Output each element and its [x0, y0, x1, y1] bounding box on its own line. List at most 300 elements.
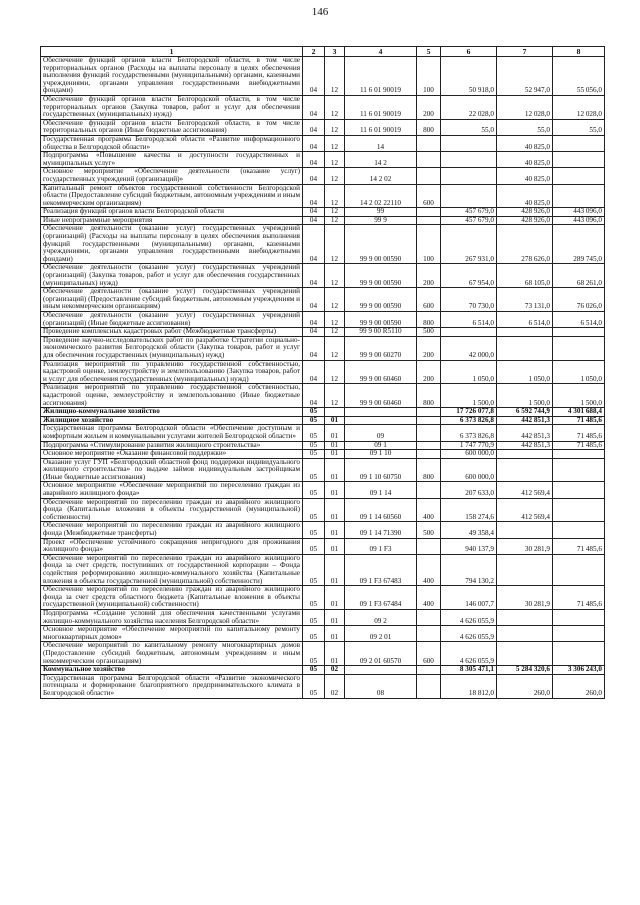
amount-year2-cell: 260,0: [497, 674, 553, 698]
amount-year3-cell: [553, 642, 605, 666]
amount-year1-cell: 42 000,0: [441, 336, 497, 360]
table-row: [41, 336, 605, 360]
target-article-cell: 14 2: [345, 152, 417, 168]
table-row: [41, 384, 605, 408]
subsection-code-cell: 01: [325, 554, 345, 585]
table-row: [41, 184, 605, 208]
subsection-code-cell: 12: [325, 336, 345, 360]
amount-year1-cell: 49 358,4: [441, 522, 497, 538]
expense-type-cell: [417, 416, 441, 425]
expense-type-cell: 600: [417, 184, 441, 208]
section-code-cell: 04: [303, 360, 325, 384]
row-name-cell: Обеспечение деятельности (оказание услуг) государственных учреждений (организаций) (Закупка товаров, работ и услуг для обеспечения государственных (муниципальных) нужд): [41, 264, 303, 288]
subsection-code-cell: 12: [325, 119, 345, 135]
amount-year2-cell: 40 825,0: [497, 152, 553, 168]
expense-type-cell: [417, 450, 441, 459]
subsection-code-cell: 01: [325, 626, 345, 642]
target-article-cell: 09 1 14 71390: [345, 522, 417, 538]
section-code-cell: 04: [303, 216, 325, 225]
row-name-cell: Обеспечение мероприятий по переселению граждан из аварийного жилищного фонда за счет средств, поступивших от государственной корпорации – Фонда содействия реформированию жилищно-коммунального хозяйства (Капитальные вложения в объекты государственной (муниципальной) собственности): [41, 554, 303, 585]
amount-year1-cell: 6 514,0: [441, 312, 497, 328]
table-row: [41, 554, 605, 585]
section-code-cell: 04: [303, 152, 325, 168]
amount-year3-cell: 6 514,0: [553, 312, 605, 328]
row-name-cell: Реализация мероприятий по управлению государственной собственностью, кадастровой оценке, землеустройству и землепользованию (Закупка товаров, работ и услуг для обеспечения государственных (муниципальных) нужд): [41, 360, 303, 384]
section-code-cell: 05: [303, 458, 325, 482]
subsection-code-cell: 02: [325, 666, 345, 675]
target-article-cell: 09 2: [345, 609, 417, 625]
amount-year3-cell: 71 485,6: [553, 425, 605, 441]
table-row: [41, 626, 605, 642]
table-row: [41, 168, 605, 184]
table-row: [41, 425, 605, 441]
amount-year1-cell: 70 730,0: [441, 288, 497, 312]
subsection-code-cell: 12: [325, 264, 345, 288]
amount-year3-cell: 71 485,6: [553, 538, 605, 554]
amount-year1-cell: [441, 168, 497, 184]
row-name-cell: Основное мероприятие «Обеспечение мероприятий по переселению граждан из аварийного жилищного фонда»: [41, 482, 303, 498]
amount-year1-cell: 6 373 826,8: [441, 416, 497, 425]
amount-year2-cell: [497, 642, 553, 666]
expense-type-cell: [417, 135, 441, 151]
row-name-cell: Обеспечение функций органов власти Белгородской области, в том числе территориальных органов (Расходы на выплаты персоналу в целях обеспечения выполнения функций государственными (муниципальными) органами, казенными учреждениями, органами управления государственными внебюджетными фондами): [41, 57, 303, 96]
amount-year1-cell: [441, 184, 497, 208]
amount-year3-cell: 443 096,0: [553, 216, 605, 225]
amount-year2-cell: 278 626,0: [497, 225, 553, 264]
target-article-cell: 99 9 00 00590: [345, 264, 417, 288]
subsection-code-cell: 01: [325, 609, 345, 625]
amount-year2-cell: [497, 328, 553, 337]
amount-year1-cell: 18 812,0: [441, 674, 497, 698]
target-article-cell: 99 9 00 00590: [345, 288, 417, 312]
section-code-cell: 05: [303, 609, 325, 625]
amount-year1-cell: 4 626 055,9: [441, 609, 497, 625]
amount-year1-cell: 1 500,0: [441, 384, 497, 408]
subsection-code-cell: 02: [325, 674, 345, 698]
expense-type-cell: 400: [417, 498, 441, 522]
subsection-code-cell: [325, 408, 345, 417]
subsection-code-cell: 01: [325, 458, 345, 482]
section-code-cell: 05: [303, 666, 325, 675]
amount-year1-cell: 457 679,0: [441, 216, 497, 225]
amount-year3-cell: 55,0: [553, 119, 605, 135]
target-article-cell: 09 1 F3 67484: [345, 586, 417, 610]
section-code-cell: 05: [303, 554, 325, 585]
amount-year2-cell: 442 851,3: [497, 416, 553, 425]
amount-year3-cell: [553, 450, 605, 459]
expense-type-cell: [417, 425, 441, 441]
amount-year3-cell: [553, 184, 605, 208]
amount-year3-cell: 443 096,0: [553, 208, 605, 217]
section-code-cell: 04: [303, 135, 325, 151]
row-name-cell: Обеспечение мероприятий по переселению граждан из аварийного жилищного фонда (Капитальные вложения в объекты государственной (муниципальной) собственности): [41, 498, 303, 522]
amount-year1-cell: 1 050,0: [441, 360, 497, 384]
amount-year3-cell: [553, 168, 605, 184]
amount-year3-cell: 1 050,0: [553, 360, 605, 384]
target-article-cell: 14 2 02: [345, 168, 417, 184]
amount-year3-cell: [553, 135, 605, 151]
amount-year1-cell: 207 633,0: [441, 482, 497, 498]
column-header: 1: [41, 47, 303, 57]
table-row: [41, 119, 605, 135]
amount-year3-cell: [553, 336, 605, 360]
amount-year2-cell: 12 028,0: [497, 95, 553, 119]
amount-year2-cell: 40 825,0: [497, 135, 553, 151]
subsection-code-cell: 12: [325, 57, 345, 96]
subsection-code-cell: 12: [325, 184, 345, 208]
amount-year3-cell: [553, 458, 605, 482]
section-code-cell: 04: [303, 384, 325, 408]
subsection-code-cell: 12: [325, 360, 345, 384]
row-name-cell: Проведение комплексных кадастровых работ (Межбюджетные трансферты): [41, 328, 303, 337]
section-code-cell: 05: [303, 441, 325, 450]
row-name-cell: Реализация функций органов власти Белгородской области: [41, 208, 303, 217]
target-article-cell: 14: [345, 135, 417, 151]
subsection-code-cell: 12: [325, 135, 345, 151]
amount-year3-cell: [553, 554, 605, 585]
amount-year2-cell: [497, 554, 553, 585]
amount-year1-cell: 1 747 770,9: [441, 441, 497, 450]
table-row: [41, 95, 605, 119]
amount-year1-cell: [441, 328, 497, 337]
section-code-cell: 05: [303, 482, 325, 498]
expense-type-cell: 800: [417, 458, 441, 482]
amount-year3-cell: 55 056,0: [553, 57, 605, 96]
row-name-cell: Проект «Обеспечение устойчивого сокращения непригодного для проживания жилищного фонда»: [41, 538, 303, 554]
target-article-cell: 99 9 00 60460: [345, 360, 417, 384]
amount-year2-cell: 6 514,0: [497, 312, 553, 328]
amount-year3-cell: [553, 328, 605, 337]
subsection-code-cell: 12: [325, 168, 345, 184]
amount-year1-cell: 4 626 055,9: [441, 626, 497, 642]
target-article-cell: 99 9 00 60270: [345, 336, 417, 360]
table-row: [41, 360, 605, 384]
subsection-code-cell: 12: [325, 208, 345, 217]
table-header-row: [41, 47, 605, 57]
amount-year2-cell: 30 281,9: [497, 538, 553, 554]
table-row: [41, 450, 605, 459]
expense-type-cell: [417, 538, 441, 554]
amount-year1-cell: 67 954,0: [441, 264, 497, 288]
amount-year1-cell: 4 626 055,9: [441, 642, 497, 666]
row-name-cell: Оказание услуг ГУП «Белгородский областной фонд поддержки индивидуального жилищного строительства» по выдаче займов индивидуальным застройщикам (Иные бюджетные ассигнования): [41, 458, 303, 482]
amount-year2-cell: [497, 609, 553, 625]
target-article-cell: 09: [345, 425, 417, 441]
row-name-cell: Капитальный ремонт объектов государственной собственности Белгородской области (Предоставление субсидий бюджетным, автономным учреждениям и иным некоммерческим организациям): [41, 184, 303, 208]
section-code-cell: 05: [303, 498, 325, 522]
target-article-cell: 14 2 02 22110: [345, 184, 417, 208]
expense-type-cell: 600: [417, 288, 441, 312]
amount-year3-cell: [553, 482, 605, 498]
column-header: 3: [325, 47, 345, 57]
amount-year2-cell: 30 281,9: [497, 586, 553, 610]
column-header: 4: [345, 47, 417, 57]
subsection-code-cell: 01: [325, 642, 345, 666]
table-row: [41, 642, 605, 666]
section-code-cell: 04: [303, 328, 325, 337]
expense-type-cell: [417, 626, 441, 642]
target-article-cell: 09 1 10 60750: [345, 458, 417, 482]
amount-year1-cell: 158 274,6: [441, 498, 497, 522]
section-code-cell: 05: [303, 586, 325, 610]
amount-year3-cell: [553, 152, 605, 168]
amount-year1-cell: 8 305 471,1: [441, 666, 497, 675]
row-name-cell: Государственная программа Белгородской области «Обеспечение доступным и комфортным жильем и коммунальными услугами жителей Белгородской области»: [41, 425, 303, 441]
expense-type-cell: 200: [417, 360, 441, 384]
target-article-cell: [345, 408, 417, 417]
expense-type-cell: [417, 152, 441, 168]
table-row: [41, 225, 605, 264]
expense-type-cell: 200: [417, 336, 441, 360]
amount-year2-cell: 68 105,0: [497, 264, 553, 288]
table-row: [41, 482, 605, 498]
row-name-cell: Основное мероприятие «Обеспечение деятельности (оказание услуг) государственных учреждений (организаций)»: [41, 168, 303, 184]
row-name-cell: Государственная программа Белгородской области «Развитие экономического потенциала и формирование благоприятного предпринимательского климата в Белгородской области»: [41, 674, 303, 698]
subsection-code-cell: 12: [325, 312, 345, 328]
amount-year1-cell: 600 000,0: [441, 458, 497, 482]
amount-year1-cell: 6 373 826,8: [441, 425, 497, 441]
row-name-cell: Основное мероприятие «Оказание финансовой поддержки»: [41, 450, 303, 459]
budget-table: [40, 46, 605, 699]
amount-year3-cell: 71 485,6: [553, 441, 605, 450]
target-article-cell: 09 1 10: [345, 450, 417, 459]
table-row: [41, 674, 605, 698]
section-code-cell: 05: [303, 626, 325, 642]
section-code-cell: 05: [303, 522, 325, 538]
amount-year3-cell: 68 261,0: [553, 264, 605, 288]
section-code-cell: 04: [303, 168, 325, 184]
row-name-cell: Жилищное хозяйство: [41, 416, 303, 425]
table-row: [41, 152, 605, 168]
amount-year1-cell: 600 000,0: [441, 450, 497, 459]
amount-year2-cell: [497, 450, 553, 459]
amount-year2-cell: 442 851,3: [497, 425, 553, 441]
target-article-cell: [345, 416, 417, 425]
section-code-cell: 04: [303, 57, 325, 96]
amount-year2-cell: 428 926,0: [497, 208, 553, 217]
expense-type-cell: [417, 441, 441, 450]
table-row: [41, 458, 605, 482]
expense-type-cell: 200: [417, 264, 441, 288]
section-code-cell: 05: [303, 642, 325, 666]
target-article-cell: 11 6 01 90019: [345, 119, 417, 135]
table-row: [41, 609, 605, 625]
subsection-code-cell: 01: [325, 586, 345, 610]
amount-year3-cell: 71 485,6: [553, 416, 605, 425]
page-number: 146: [311, 6, 329, 18]
target-article-cell: 09 1 F3 67483: [345, 554, 417, 585]
target-article-cell: 09 1 14 60560: [345, 498, 417, 522]
table-row: [41, 538, 605, 554]
row-name-cell: Реализация мероприятий по управлению государственной собственностью, кадастровой оценке, землеустройству и землепользованию (Иные бюджетные ассигнования): [41, 384, 303, 408]
expense-type-cell: 100: [417, 57, 441, 96]
expense-type-cell: 500: [417, 328, 441, 337]
section-code-cell: 05: [303, 674, 325, 698]
section-code-cell: 04: [303, 225, 325, 264]
amount-year1-cell: 794 130,2: [441, 554, 497, 585]
amount-year1-cell: 146 007,7: [441, 586, 497, 610]
amount-year2-cell: 52 947,0: [497, 57, 553, 96]
amount-year1-cell: 50 918,0: [441, 57, 497, 96]
expense-type-cell: [417, 674, 441, 698]
amount-year3-cell: [553, 609, 605, 625]
table-row: [41, 586, 605, 610]
row-name-cell: Коммунальное хозяйство: [41, 666, 303, 675]
expense-type-cell: 200: [417, 95, 441, 119]
row-name-cell: Обеспечение деятельности (оказание услуг) государственных учреждений (организаций) (Предоставление субсидий бюджетным, автономным учреждениям и иным некоммерческим организациям): [41, 288, 303, 312]
row-name-cell: Обеспечение мероприятий по переселению граждан из аварийного жилищного фонда за счет средств областного бюджета (Капитальные вложения в объекты государственной (муниципальной) собственности): [41, 586, 303, 610]
section-code-cell: 05: [303, 450, 325, 459]
expense-type-cell: [417, 482, 441, 498]
subsection-code-cell: 01: [325, 482, 345, 498]
table-row: [41, 522, 605, 538]
row-name-cell: Обеспечение деятельности (оказание услуг) государственных учреждений (организаций) (Расходы на выплаты персоналу в целях обеспечения выполнения функций государственными (муниципальными) органами, казенными учреждениями, органами управления государственными внебюджетными фондами): [41, 225, 303, 264]
amount-year2-cell: 1 500,0: [497, 384, 553, 408]
target-article-cell: 09 1 F3: [345, 538, 417, 554]
table-row: [41, 135, 605, 151]
section-code-cell: 04: [303, 208, 325, 217]
column-header: 5: [417, 47, 441, 57]
table-row: [41, 264, 605, 288]
expense-type-cell: 400: [417, 586, 441, 610]
target-article-cell: 99 9 00 60460: [345, 384, 417, 408]
expense-type-cell: 400: [417, 554, 441, 585]
row-name-cell: Подпрограмма «Стимулирование развития жилищного строительства»: [41, 441, 303, 450]
column-header: 7: [497, 47, 553, 57]
subsection-code-cell: 12: [325, 225, 345, 264]
expense-type-cell: 800: [417, 312, 441, 328]
table-row: [41, 498, 605, 522]
amount-year2-cell: [497, 458, 553, 482]
row-name-cell: Обеспечение мероприятий по переселению граждан из аварийного жилищного фонда (Межбюджетные трансферты): [41, 522, 303, 538]
expense-type-cell: [417, 666, 441, 675]
target-article-cell: 99 9 00 R5110: [345, 328, 417, 337]
amount-year3-cell: 76 026,0: [553, 288, 605, 312]
amount-year2-cell: [497, 626, 553, 642]
section-code-cell: 04: [303, 119, 325, 135]
target-article-cell: 09 2 01 60570: [345, 642, 417, 666]
target-article-cell: 99 9: [345, 216, 417, 225]
amount-year1-cell: 22 028,0: [441, 95, 497, 119]
amount-year1-cell: 940 137,9: [441, 538, 497, 554]
section-code-cell: 04: [303, 95, 325, 119]
amount-year3-cell: 12 028,0: [553, 95, 605, 119]
section-code-cell: 05: [303, 408, 325, 417]
target-article-cell: 99: [345, 208, 417, 217]
table-row: [41, 666, 605, 675]
subsection-code-cell: 01: [325, 416, 345, 425]
amount-year1-cell: [441, 135, 497, 151]
amount-year1-cell: [441, 152, 497, 168]
section-code-cell: 04: [303, 264, 325, 288]
column-header: 6: [441, 47, 497, 57]
target-article-cell: 09 2 01: [345, 626, 417, 642]
amount-year3-cell: 4 301 688,4: [553, 408, 605, 417]
section-code-cell: 04: [303, 184, 325, 208]
amount-year2-cell: 5 284 320,6: [497, 666, 553, 675]
expense-type-cell: [417, 216, 441, 225]
column-header: 8: [553, 47, 605, 57]
subsection-code-cell: 12: [325, 95, 345, 119]
row-name-cell: Государственная программа Белгородской области «Развитие информационного общества в Белгородской области»: [41, 135, 303, 151]
table-row: [41, 288, 605, 312]
subsection-code-cell: 12: [325, 328, 345, 337]
expense-type-cell: [417, 609, 441, 625]
subsection-code-cell: 12: [325, 152, 345, 168]
row-name-cell: Проведение научно-исследовательских работ по разработке Стратегии социально-экономического развития Белгородской области (Закупка товаров, работ и услуг для обеспечения государственных (муниципальных) нужд): [41, 336, 303, 360]
amount-year2-cell: 442 851,3: [497, 441, 553, 450]
row-name-cell: Обеспечение функций органов власти Белгородской области, в том числе территориальных органов (Иные бюджетные ассигнования): [41, 119, 303, 135]
amount-year2-cell: 1 050,0: [497, 360, 553, 384]
expense-type-cell: 500: [417, 522, 441, 538]
subsection-code-cell: 01: [325, 450, 345, 459]
row-name-cell: Обеспечение деятельности (оказание услуг) государственных учреждений (организаций) (Иные бюджетные ассигнования): [41, 312, 303, 328]
amount-year3-cell: 1 500,0: [553, 384, 605, 408]
amount-year2-cell: 412 569,4: [497, 482, 553, 498]
section-code-cell: 05: [303, 425, 325, 441]
subsection-code-cell: 01: [325, 522, 345, 538]
table-row: [41, 57, 605, 96]
amount-year3-cell: [553, 498, 605, 522]
expense-type-cell: [417, 408, 441, 417]
row-name-cell: Жилищно-коммунальное хозяйство: [41, 408, 303, 417]
target-article-cell: [345, 666, 417, 675]
amount-year3-cell: 260,0: [553, 674, 605, 698]
section-code-cell: 05: [303, 538, 325, 554]
expense-type-cell: [417, 208, 441, 217]
amount-year2-cell: 40 825,0: [497, 184, 553, 208]
section-code-cell: 04: [303, 336, 325, 360]
amount-year1-cell: 17 726 077,8: [441, 408, 497, 417]
subsection-code-cell: 01: [325, 441, 345, 450]
subsection-code-cell: 01: [325, 498, 345, 522]
target-article-cell: 11 6 01 90019: [345, 57, 417, 96]
expense-type-cell: 100: [417, 225, 441, 264]
table-row: [41, 312, 605, 328]
amount-year2-cell: 428 926,0: [497, 216, 553, 225]
section-code-cell: 04: [303, 312, 325, 328]
amount-year2-cell: 55,0: [497, 119, 553, 135]
amount-year3-cell: 3 306 243,0: [553, 666, 605, 675]
subsection-code-cell: 12: [325, 216, 345, 225]
target-article-cell: 09 1: [345, 441, 417, 450]
target-article-cell: 09 1 14: [345, 482, 417, 498]
row-name-cell: Обеспечение мероприятий по капитальному ремонту многоквартирных домов (Предоставление субсидий бюджетным, автономным учреждениям и иным некоммерческим организациям): [41, 642, 303, 666]
expense-type-cell: [417, 168, 441, 184]
target-article-cell: 99 9 00 00590: [345, 312, 417, 328]
amount-year1-cell: 457 679,0: [441, 208, 497, 217]
table-row: [41, 328, 605, 337]
row-name-cell: Подпрограмма «Повышение качества и доступности государственных и муниципальных услуг»: [41, 152, 303, 168]
amount-year2-cell: 412 569,4: [497, 498, 553, 522]
target-article-cell: 99 9 00 00590: [345, 225, 417, 264]
row-name-cell: Иные непрограммные мероприятия: [41, 216, 303, 225]
amount-year2-cell: 73 131,0: [497, 288, 553, 312]
section-code-cell: 04: [303, 288, 325, 312]
subsection-code-cell: 12: [325, 288, 345, 312]
row-name-cell: Подпрограмма «Создание условий для обеспечения качественными услугами жилищно-коммунального хозяйства населения Белгородской области»: [41, 609, 303, 625]
expense-type-cell: 800: [417, 119, 441, 135]
row-name-cell: Обеспечение функций органов власти Белгородской области, в том числе территориальных органов (Закупка товаров, работ и услуг для обеспечения государственных (муниципальных) нужд): [41, 95, 303, 119]
expense-type-cell: 600: [417, 642, 441, 666]
amount-year2-cell: 6 592 744,9: [497, 408, 553, 417]
expense-type-cell: 800: [417, 384, 441, 408]
amount-year2-cell: [497, 522, 553, 538]
amount-year2-cell: [497, 336, 553, 360]
target-article-cell: 08: [345, 674, 417, 698]
table-row: [41, 408, 605, 417]
row-name-cell: Основное мероприятие «Обеспечение мероприятий по капитальному ремонту многоквартирных домов»: [41, 626, 303, 642]
